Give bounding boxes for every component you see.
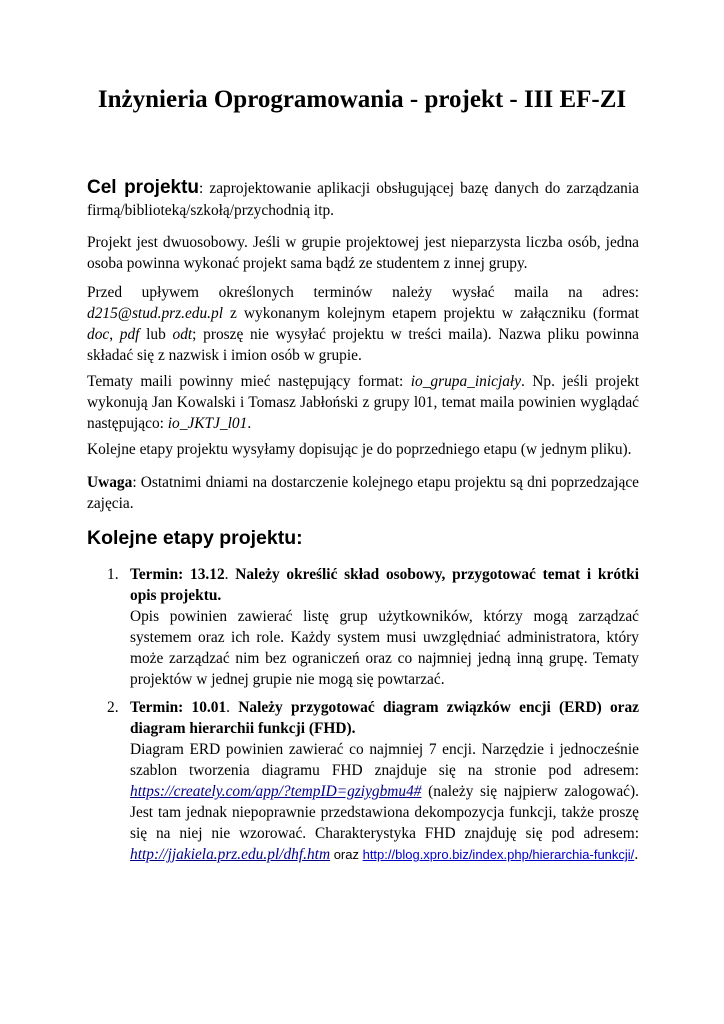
goal-heading: Cel projektu bbox=[87, 177, 200, 198]
goal-text: : zaprojektowanie aplikacji obsługującej bazę danych do zarządzania firmą/biblioteką/szkołą/przychodnią itp. bbox=[87, 180, 639, 219]
stage-2-heading: Termin: 10.01. Należy przygotować diagram związków encji (ERD) oraz diagram hierarchii funkcji (FHD). bbox=[130, 699, 639, 737]
fhd-link[interactable]: http://jjakiela.prz.edu.pl/dhf.htm bbox=[130, 846, 331, 863]
paragraph-team: Projekt jest dwuosobowy. Jeśli w grupie projektowej jest nieparzysta liczba osób, jedna osoba powinna wykonać projekt sama bądź ze studentem z innej grupy. bbox=[87, 234, 639, 272]
stage-1-number: 1. bbox=[107, 566, 119, 583]
blog-link[interactable]: http://blog.xpro.biz/index.php/hierarchia-funkcji/ bbox=[362, 847, 635, 862]
goal-paragraph bbox=[87, 177, 639, 222]
stage-1-heading: Termin: 13.12. Należy określić skład osobowy, przygotować temat i krótki opis projektu. bbox=[130, 566, 639, 604]
paragraph-stages: Kolejne etapy projektu wysyłamy dopisując je do poprzedniego etapu (w jednym pliku). bbox=[87, 441, 632, 458]
paragraph-warning: Uwaga: Ostatnimi dniami na dostarczenie kolejnego etapu projektu są dni poprzedzające zajęcia. bbox=[87, 474, 639, 512]
warning-label: Uwaga bbox=[87, 474, 133, 491]
document-title: Inżynieria Oprogramowania - projekt - III EF-ZI bbox=[97, 86, 627, 113]
stages-heading: Kolejne etapy projektu: bbox=[87, 527, 303, 549]
creately-link[interactable]: https://creately.com/app/?tempID=gziygbmu4# bbox=[130, 783, 422, 800]
stage-2-description: Diagram ERD powinien zawierać co najmniej 7 encji. Narzędzie i jednocześnie szablon tworzenia diagramu FHD znajduje się na stronie pod adresem: https://creately.com/app/?tempID=gziygbmu4# (należy się najpierw zalogować). Jest tam jednak niepoprawnie przedstawiona dekompozycja funkcji, także proszę się na niej nie wzorować. Charakterystyka FHD znajduję się pod adresem: http://jjakiela.prz.edu.pl/dhf.htm oraz http://blog.xpro.biz/index.php/hierarchia-funkcji/. bbox=[130, 741, 639, 863]
stage-2-number: 2. bbox=[107, 699, 119, 716]
email-address: d215@stud.prz.edu.pl bbox=[87, 305, 224, 322]
stage-1 bbox=[130, 564, 639, 690]
stage-2 bbox=[130, 697, 639, 865]
stage-1-description: Opis powinien zawierać listę grup użytkowników, którzy mogą zarządzać systemem oraz ich role. Każdy system musi uwzględniać administratora, który może zarządzać nim bez ograniczeń oraz co najmniej jedną inną grupę. Tematy projektów w jednej grupie nie mogą się powtarzać. bbox=[130, 608, 639, 688]
paragraph-email: Przed upływem określonych terminów należy wysłać maila na adres: d215@stud.prz.edu.pl z wykonanym kolejnym etapem projektu w załączniku (format doc, pdf lub odt; proszę nie wysyłać projektu w treści maila). Nazwa pliku powinna składać się z nazwisk i imion osób w grupie. bbox=[87, 284, 639, 364]
paragraph-subject-format: Tematy maili powinny mieć następujący format: io_grupa_inicjały. Np. jeśli projekt wykonują Jan Kowalski i Tomasz Jabłoński z grupy l01, temat maila powinien wyglądać następująco: io_JKTJ_l01. bbox=[87, 373, 639, 432]
